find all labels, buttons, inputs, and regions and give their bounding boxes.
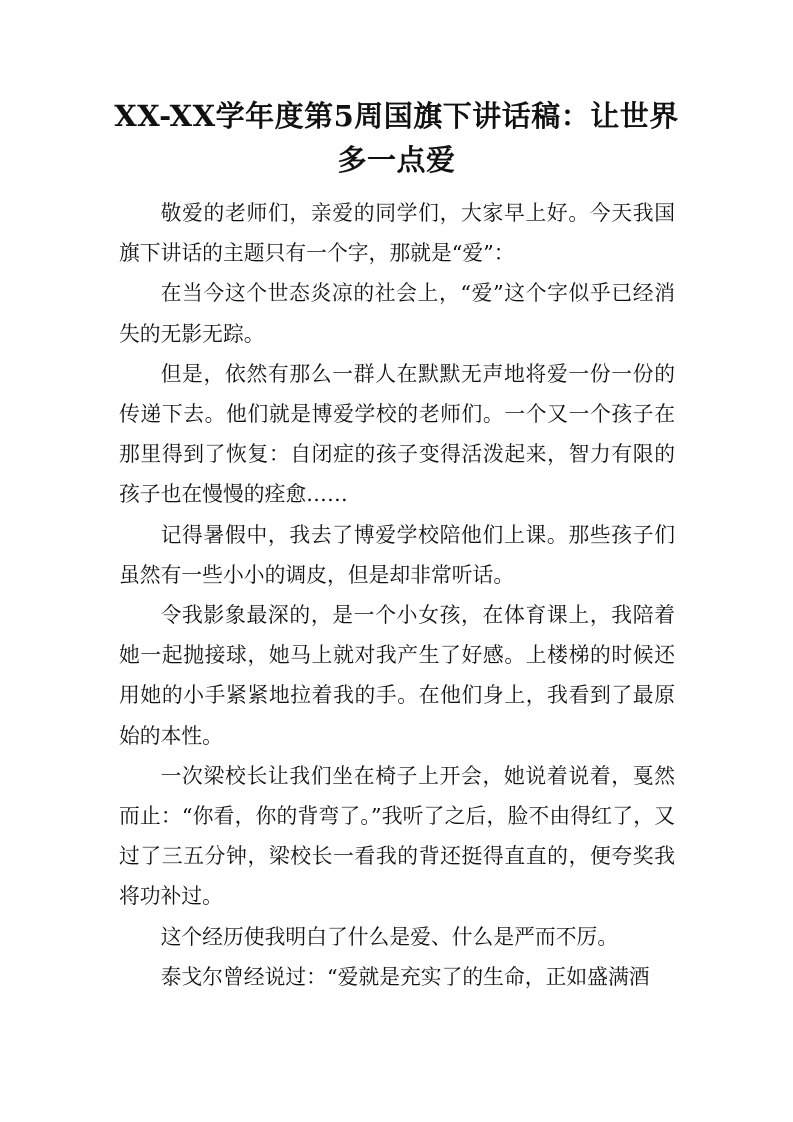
paragraph-lesson: 这个经历使我明白了什么是爱、什么是严而不厉。 (160, 924, 619, 949)
paragraph-tagore-quote: 泰戈尔曾经说过：“爱就是充实了的生命，正如盛满酒 (160, 964, 650, 989)
paragraph-principal: 一次梁校长让我们坐在椅子上开会，她说着说着，戛然而止：“你看，你的背弯了。”我听了之后，脸不由得红了，又过了三五分钟，梁校长一看我的背还挺得直直的，便夸奖我将功补过。 (119, 763, 675, 909)
document-title: XX-XX学年度第5周国旗下讲话稿：让世界多一点爱 (114, 99, 679, 177)
paragraph-greeting: 敬爱的老师们，亲爱的同学们，大家早上好。今天我国旗下讲话的主题只有一个字，那就是“爱”： (119, 201, 675, 266)
document-body (119, 193, 675, 997)
paragraph-little-girl: 令我影象最深的，是一个小女孩，在体育课上，我陪着她一起抛接球，她马上就对我产生了好感。上楼梯的时候还用她的小手紧紧地拉着我的手。在他们身上，我看到了最原始的本性。 (119, 603, 675, 748)
paragraph-boai-teachers: 但是，依然有那么一群人在默默无声地将爱一份一份的传递下去。他们就是博爱学校的老师们。一个又一个孩子在那里得到了恢复：自闭症的孩子变得活泼起来，智力有限的孩子也在慢慢的痊愈…… (119, 361, 675, 507)
paragraph-society: 在当今这个世态炎凉的社会上，“爱”这个字似乎已经消失的无影无踪。 (119, 281, 675, 346)
paragraph-summer-visit: 记得暑假中，我去了博爱学校陪他们上课。那些孩子们虽然有一些小小的调皮，但是却非常听话。 (119, 522, 675, 587)
